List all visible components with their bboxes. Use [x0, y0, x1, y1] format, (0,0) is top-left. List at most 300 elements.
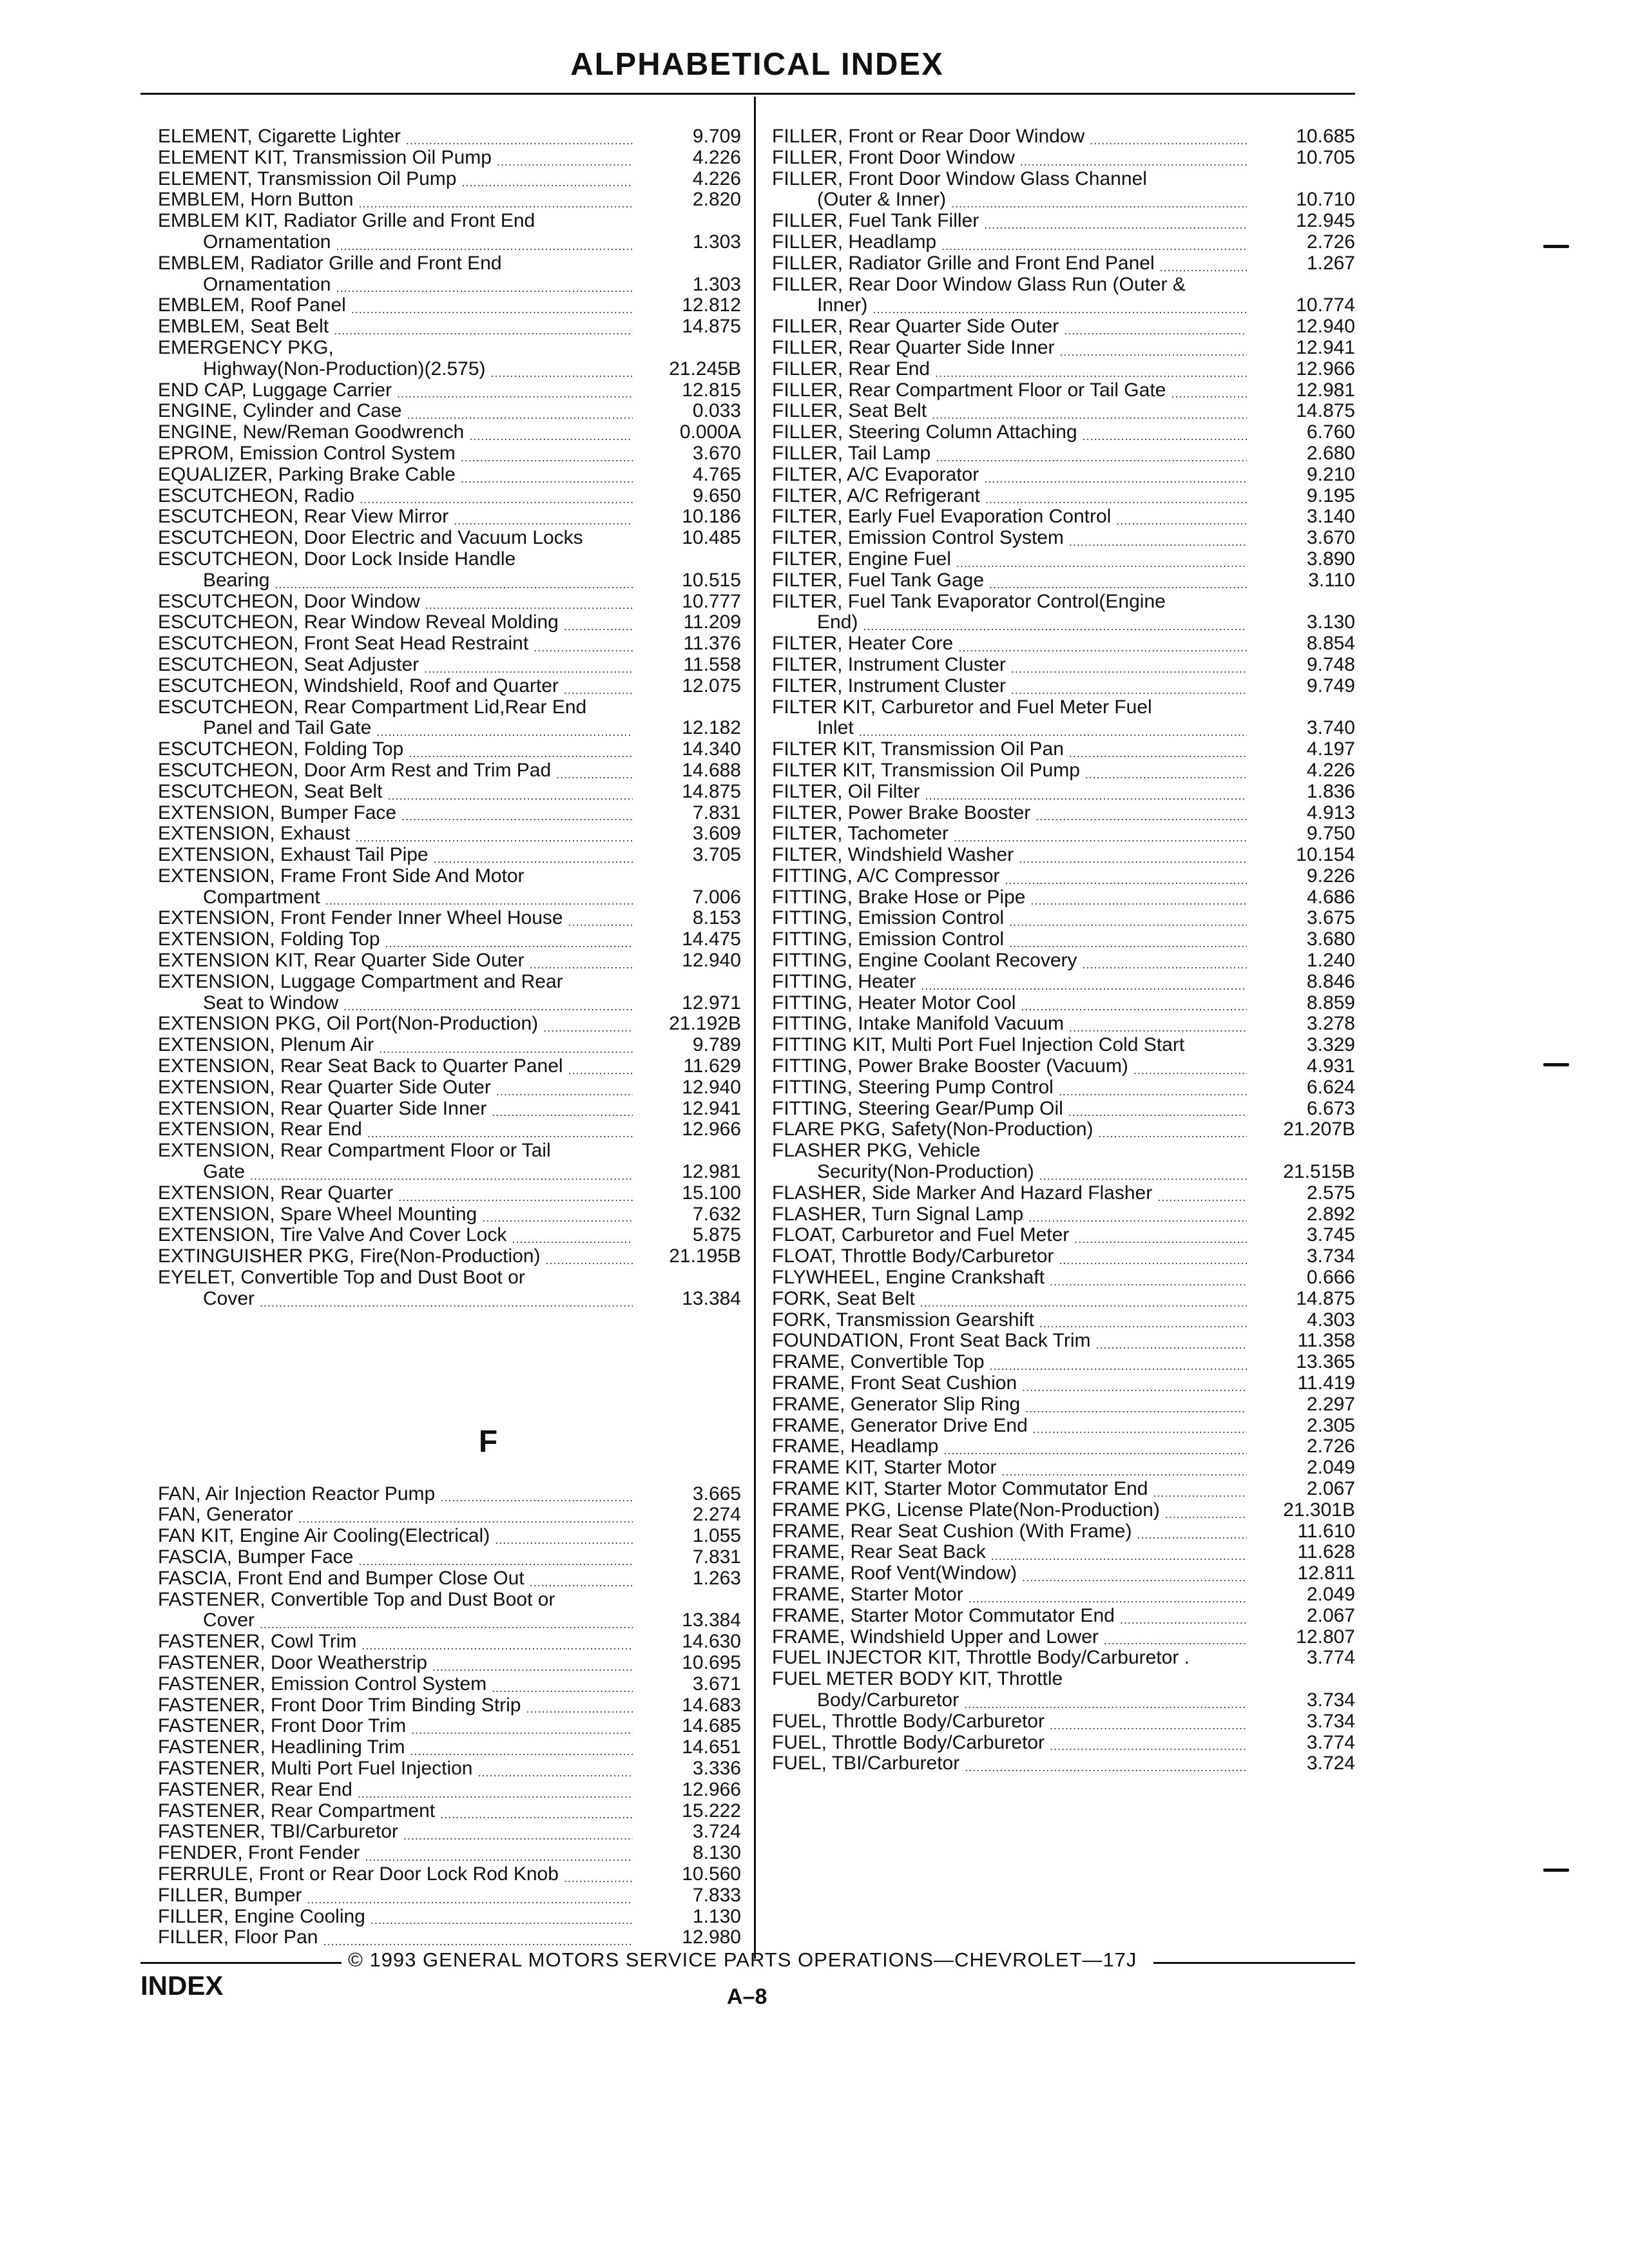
entry-text: FILTER, Emission Control System [772, 528, 1064, 549]
index-entry [158, 908, 741, 929]
index-entry [158, 1821, 741, 1843]
entry-page-ref: 3.740 [1306, 717, 1355, 739]
leader-dots [984, 211, 1247, 232]
leader-dots [936, 443, 1247, 465]
entry-page-ref: 6.673 [1306, 1097, 1355, 1119]
margin-mark [1543, 1869, 1569, 1872]
entry-text: ESCUTCHEON, Door Window [158, 591, 420, 612]
entry-page-ref: 12.966 [1296, 358, 1355, 380]
leader-dots [1171, 380, 1247, 401]
entry-page-ref: 12.075 [682, 675, 741, 697]
entry-page-ref: 11.209 [683, 611, 741, 633]
entry-text: FORK, Transmission Gearshift [772, 1309, 1034, 1331]
entry-page-ref: 10.695 [682, 1652, 741, 1673]
leader-dots [526, 1695, 633, 1716]
leader-dots [1059, 1246, 1247, 1267]
index-entry [158, 380, 741, 401]
leader-dots [1096, 1331, 1247, 1352]
entry-page-ref: 3.774 [1306, 1731, 1355, 1753]
index-entry [158, 211, 741, 232]
index-entry [158, 422, 741, 443]
index-list-e [158, 126, 741, 1310]
entry-text: FLYWHEEL, Engine Crankshaft [772, 1267, 1045, 1289]
leader-dots [361, 1631, 633, 1653]
entry-text: ESCUTCHEON, Rear Window Reveal Molding [158, 612, 559, 633]
entry-text: FASTENER, TBI/Carburetor [158, 1821, 398, 1843]
entry-text: EXTENSION, Front Fender Inner Wheel House [158, 908, 563, 929]
entry-page-ref: 15.100 [682, 1182, 741, 1204]
index-entry [158, 528, 741, 549]
entry-page-ref: 3.734 [1306, 1710, 1355, 1732]
entry-page-ref: 8.130 [692, 1842, 741, 1864]
entry-text: FERRULE, Front or Rear Door Lock Rod Knob [158, 1863, 559, 1885]
leader-dots [1069, 1014, 1247, 1035]
index-entry [772, 1394, 1355, 1416]
entry-text: FLASHER, Turn Signal Lamp [772, 1204, 1024, 1225]
entry-page-ref: 4.931 [1306, 1055, 1355, 1077]
index-entry [158, 1183, 741, 1204]
entry-text: EXTENSION, Luggage Compartment and Rear [158, 971, 563, 992]
entry-page-ref: 7.632 [692, 1203, 741, 1225]
entry-text: EXTENSION, Frame Front Side And Motor [158, 865, 525, 887]
leader-dots [956, 549, 1247, 570]
leader-dots [530, 1568, 633, 1590]
entry-text: EXTENSION, Plenum Air [158, 1035, 374, 1056]
leader-dots [482, 1204, 633, 1225]
entry-page-ref: 12.815 [682, 379, 741, 401]
leader-dots [478, 1758, 633, 1780]
leader-dots [496, 1077, 633, 1099]
leader-dots [260, 1289, 633, 1310]
entry-text: Bearing [203, 570, 270, 591]
entry-page-ref: 3.671 [692, 1673, 741, 1695]
entry-page-ref: 21.245B [669, 358, 741, 380]
index-entry [158, 1119, 741, 1140]
entry-text: EXTINGUISHER PKG, Fire(Non-Production) [158, 1246, 541, 1267]
leader-dots [1039, 1162, 1247, 1183]
index-entry [772, 528, 1355, 549]
leader-dots [991, 1542, 1247, 1563]
entry-page-ref: 9.748 [1306, 653, 1355, 675]
leader-dots [358, 1547, 633, 1568]
leader-dots [492, 1674, 633, 1695]
entry-page-ref: 6.624 [1306, 1076, 1355, 1098]
index-entry [772, 1183, 1355, 1204]
entry-text: FILTER, Fuel Tank Evaporator Control(Engine [772, 591, 1166, 612]
entry-text: EXTENSION, Rear Quarter [158, 1182, 394, 1204]
leader-dots [1011, 655, 1247, 676]
index-entry [772, 950, 1355, 972]
entry-page-ref: 10.560 [682, 1863, 741, 1885]
entry-page-ref: 9.709 [692, 126, 741, 147]
entry-text: FILTER, Engine Fuel [772, 548, 951, 570]
entry-text: FILLER, Radiator Grille and Front End Panel [772, 253, 1155, 274]
index-entry [772, 718, 1355, 739]
entry-page-ref: 15.222 [682, 1800, 741, 1821]
index-entry [772, 422, 1355, 443]
leader-dots [951, 189, 1247, 211]
entry-page-ref: 1.303 [692, 273, 741, 295]
leader-dots [454, 506, 633, 528]
leader-dots [1009, 908, 1247, 929]
entry-text: FILTER, A/C Evaporator [772, 464, 979, 485]
entry-text: FILTER KIT, Transmission Oil Pan [772, 739, 1064, 760]
entry-text: FITTING, Heater Motor Cool [772, 992, 1016, 1014]
entry-text: EMBLEM, Seat Belt [158, 316, 329, 338]
index-entry [158, 718, 741, 739]
entry-text: ESCUTCHEON, Seat Adjuster [158, 654, 419, 675]
entry-page-ref: 4.913 [1306, 802, 1355, 823]
leader-dots [298, 1504, 633, 1526]
leader-dots [1083, 950, 1247, 972]
entry-page-ref: 12.941 [1296, 336, 1355, 358]
index-entry [772, 782, 1355, 803]
entry-page-ref: 1.303 [692, 231, 741, 253]
leader-dots [954, 823, 1247, 845]
index-entry [158, 148, 741, 169]
leader-dots [323, 1927, 633, 1948]
index-entry [772, 295, 1355, 316]
left-column [158, 126, 741, 1948]
index-entry [772, 1099, 1355, 1120]
entry-text: FILLER, Bumper [158, 1885, 302, 1906]
index-entry [158, 486, 741, 507]
entry-page-ref: 14.630 [682, 1631, 741, 1653]
entry-page-ref: 10.186 [682, 506, 741, 528]
leader-dots [379, 1035, 633, 1056]
entry-page-ref: 2.680 [1306, 442, 1355, 464]
entry-page-ref: 13.384 [682, 1610, 741, 1631]
leader-dots [1050, 1267, 1247, 1289]
entry-text: Gate [203, 1162, 246, 1183]
index-entry [158, 1674, 741, 1695]
entry-page-ref: 3.734 [1306, 1245, 1355, 1267]
entry-text: EMERGENCY PKG, [158, 337, 334, 358]
entry-text: FENDER, Front Fender [158, 1843, 360, 1864]
leader-dots [1069, 739, 1247, 760]
entry-text: FILTER, A/C Refrigerant [772, 485, 980, 506]
index-entry [772, 338, 1355, 359]
entry-page-ref: 14.340 [682, 738, 741, 760]
entry-text: FILLER, Tail Lamp [772, 443, 931, 464]
entry-text: ESCUTCHEON, Radio [158, 485, 355, 506]
leader-dots [969, 1584, 1247, 1606]
entry-page-ref: 4.226 [692, 146, 741, 168]
index-entry [772, 1479, 1355, 1500]
entry-text: FASTENER, Headlining Trim [158, 1737, 405, 1758]
leader-dots [1022, 1373, 1247, 1394]
index-entry [158, 1780, 741, 1801]
leader-dots [1025, 1394, 1247, 1416]
index-entry [772, 887, 1355, 908]
entry-text: FILLER, Fuel Tank Filler [772, 211, 979, 232]
entry-text: FILLER, Rear End [772, 358, 930, 380]
leader-dots [1020, 148, 1247, 169]
entry-page-ref: 21.195B [669, 1245, 741, 1267]
index-entry [158, 803, 741, 824]
entry-page-ref: 4.226 [1306, 759, 1355, 781]
index-entry [772, 1542, 1355, 1563]
leader-dots [545, 1246, 633, 1267]
index-entry [772, 1457, 1355, 1479]
entry-text: EMBLEM KIT, Radiator Grille and Front End [158, 211, 535, 232]
entry-text: FASTENER, Front Door Trim [158, 1716, 407, 1737]
entry-page-ref: 4.226 [692, 168, 741, 189]
entry-text: ELEMENT, Cigarette Lighter [158, 126, 401, 147]
index-entry [772, 1627, 1355, 1648]
leader-dots [371, 1907, 633, 1928]
leader-dots [564, 612, 633, 633]
entry-text: FILLER, Rear Quarter Side Inner [772, 337, 1055, 358]
leader-dots [365, 1843, 633, 1864]
entry-text: Body/Carburetor [817, 1689, 959, 1711]
entry-text: (Outer & Inner) [817, 189, 947, 211]
entry-text: FILLER, Front Door Window Glass Channel [772, 168, 1147, 189]
footer-copyright: © 1993 GENERAL MOTORS SERVICE PARTS OPERATIONS—CHEVROLET—17J [348, 1948, 1137, 1971]
entry-text: FILTER KIT, Transmission Oil Pump [772, 760, 1080, 781]
entry-page-ref: 12.971 [682, 992, 741, 1014]
entry-text: FRAME PKG, License Plate(Non-Production) [772, 1499, 1160, 1521]
entry-text: FRAME, Starter Motor [772, 1584, 963, 1605]
entry-page-ref: 14.875 [1296, 1287, 1355, 1309]
page-title: ALPHABETICAL INDEX [570, 47, 944, 82]
leader-dots [941, 232, 1247, 253]
entry-text: FAN, Air Injection Reactor Pump [158, 1483, 436, 1504]
index-entry [158, 570, 741, 591]
index-entry [158, 1225, 741, 1246]
leader-dots [1074, 1225, 1247, 1246]
leader-dots [943, 1436, 1247, 1457]
index-entry [772, 1289, 1355, 1310]
index-entry [772, 1606, 1355, 1627]
index-entry [158, 845, 741, 866]
leader-dots [556, 760, 633, 782]
index-entry [158, 929, 741, 950]
index-entry [158, 232, 741, 253]
index-entry [772, 1669, 1355, 1690]
index-entry [158, 126, 741, 148]
index-entry [772, 232, 1355, 253]
entry-text: FILLER, Floor Pan [158, 1927, 318, 1948]
entry-text: FRAME, Windshield Upper and Lower [772, 1626, 1099, 1648]
entry-page-ref: 3.890 [1306, 548, 1355, 570]
entry-page-ref: 1.836 [1306, 780, 1355, 802]
entry-text: FITTING, Brake Hose or Pipe [772, 887, 1026, 908]
entry-text: FITTING, A/C Compressor [772, 865, 1000, 887]
entry-text: FILLER, Rear Compartment Floor or Tail Gate [772, 380, 1166, 401]
leader-dots [965, 1753, 1247, 1774]
entry-page-ref: 12.966 [682, 1119, 741, 1140]
entry-page-ref: 12.940 [682, 950, 741, 972]
entry-page-ref: 3.278 [1306, 1013, 1355, 1035]
index-entry [772, 1500, 1355, 1521]
entry-text: FRAME, Generator Slip Ring [772, 1394, 1021, 1415]
leader-dots [410, 1737, 633, 1758]
entry-text: FILLER, Front Door Window [772, 147, 1015, 168]
index-entry [772, 972, 1355, 993]
entry-text: FLOAT, Throttle Body/Carburetor [772, 1246, 1054, 1267]
entry-page-ref: 21.301B [1283, 1499, 1355, 1521]
leader-dots [440, 1801, 633, 1822]
footer-rule-right [1153, 1962, 1355, 1964]
entry-text: FILLER, Rear Door Window Glass Run (Outer & [772, 274, 1186, 295]
leader-dots [358, 1780, 633, 1801]
index-entry [158, 760, 741, 782]
index-entry [772, 1416, 1355, 1437]
leader-dots [1153, 1479, 1248, 1500]
entry-page-ref: 12.981 [682, 1161, 741, 1183]
index-entry [772, 1436, 1355, 1457]
index-entry [772, 1711, 1355, 1733]
leader-dots [1060, 338, 1247, 359]
entry-text: FRAME, Starter Motor Commutator End [772, 1605, 1115, 1626]
margin-mark [1543, 245, 1569, 248]
index-entry [772, 486, 1355, 507]
index-entry [158, 1014, 741, 1035]
index-entry [158, 782, 741, 803]
leader-dots [385, 929, 633, 950]
entry-text: ENGINE, Cylinder and Case [158, 401, 402, 422]
entry-text: FILTER, Instrument Cluster [772, 675, 1006, 697]
leader-dots [409, 739, 633, 760]
leader-dots [1157, 1183, 1247, 1204]
entry-page-ref: 12.812 [682, 294, 741, 316]
entry-text: FILTER, Windshield Washer [772, 845, 1014, 866]
leader-dots [403, 1821, 633, 1843]
leader-dots [1099, 1119, 1247, 1140]
leader-dots [921, 972, 1247, 993]
leader-dots [1069, 528, 1247, 549]
leader-dots [984, 465, 1247, 486]
index-entry [158, 612, 741, 633]
entry-text: FASTENER, Rear Compartment [158, 1800, 436, 1821]
index-entry [158, 1162, 741, 1183]
entry-text: EXTENSION, Rear Compartment Floor or Tail [158, 1140, 551, 1162]
entry-text: EMBLEM, Horn Button [158, 189, 354, 211]
entry-page-ref: 9.750 [1306, 823, 1355, 845]
index-entry [772, 126, 1355, 148]
index-entry [158, 972, 741, 993]
entry-page-ref: 7.831 [692, 802, 741, 823]
leader-dots [336, 274, 633, 296]
entry-text: EXTENSION, Rear Seat Back to Quarter Panel [158, 1056, 563, 1077]
entry-text: EXTENSION, Exhaust [158, 823, 351, 845]
index-entry [772, 1733, 1355, 1754]
index-entry [772, 612, 1355, 633]
leader-dots [564, 1864, 633, 1885]
entry-page-ref: 14.683 [682, 1694, 741, 1716]
leader-dots [1137, 1521, 1247, 1542]
index-entry [158, 655, 741, 676]
entry-page-ref: 9.749 [1306, 675, 1355, 697]
index-entry [158, 295, 741, 316]
entry-text: FILLER, Seat Belt [772, 401, 927, 422]
entry-text: FRAME, Convertible Top [772, 1352, 985, 1373]
leader-dots [1009, 929, 1247, 950]
index-entry [772, 697, 1355, 718]
leader-dots [925, 782, 1247, 803]
leader-dots [1116, 506, 1247, 528]
entry-page-ref: 14.685 [682, 1715, 741, 1737]
index-entry [158, 1035, 741, 1056]
entry-text: EXTENSION PKG, Oil Port(Non-Production) [158, 1014, 539, 1035]
footer-rule-left [140, 1962, 342, 1964]
index-entry [772, 803, 1355, 824]
entry-page-ref: 14.875 [682, 780, 741, 802]
entry-page-ref: 3.680 [1306, 928, 1355, 950]
entry-text: FILTER, Tachometer [772, 823, 949, 845]
index-entry [158, 506, 741, 528]
entry-text: EXTENSION, Spare Wheel Mounting [158, 1204, 477, 1225]
index-entry [158, 1927, 741, 1948]
entry-text: ELEMENT KIT, Transmission Oil Pump [158, 147, 492, 168]
index-entry [772, 1521, 1355, 1542]
entry-text: FRAME, Rear Seat Back [772, 1542, 986, 1563]
index-entry [158, 1568, 741, 1590]
index-entry [772, 549, 1355, 570]
entry-page-ref: 3.675 [1306, 907, 1355, 929]
entry-text: FASTENER, Front Door Trim Binding Strip [158, 1695, 521, 1716]
entry-text: FASTENER, Cowl Trim [158, 1631, 357, 1653]
entry-page-ref: 8.846 [1306, 970, 1355, 992]
leader-dots [1120, 1606, 1247, 1627]
index-entry [158, 1631, 741, 1653]
entry-text: FUEL METER BODY KIT, Throttle [772, 1669, 1063, 1690]
entry-text: EMBLEM, Roof Panel [158, 295, 346, 316]
entry-page-ref: 14.475 [682, 928, 741, 950]
entry-page-ref: 12.807 [1296, 1626, 1355, 1648]
leader-dots [1036, 803, 1247, 824]
entry-page-ref: 2.067 [1306, 1604, 1355, 1626]
leader-dots [492, 1099, 633, 1120]
index-entry [158, 1590, 741, 1611]
entry-text: FUEL, Throttle Body/Carburetor [772, 1732, 1045, 1753]
entry-text: FRAME, Rear Seat Cushion (With Frame) [772, 1521, 1132, 1542]
entry-page-ref: 2.049 [1306, 1457, 1355, 1479]
leader-dots [1090, 126, 1247, 148]
entry-text: FILTER, Early Fuel Evaporation Control [772, 506, 1112, 528]
entry-page-ref: 1.240 [1306, 950, 1355, 972]
entry-page-ref: 6.760 [1306, 421, 1355, 443]
entry-text: FASCIA, Front End and Bumper Close Out [158, 1568, 525, 1589]
entry-text: Cover [203, 1610, 255, 1631]
leader-dots [1160, 253, 1247, 274]
entry-page-ref: 11.628 [1297, 1541, 1355, 1563]
index-entry [158, 1653, 741, 1674]
entry-text: EXTENSION, Folding Top [158, 929, 380, 950]
page-number: A–8 [727, 1984, 767, 2009]
right-column [772, 126, 1355, 1774]
entry-page-ref: 3.734 [1306, 1689, 1355, 1711]
entry-text: FUEL, TBI/Carburetor [772, 1753, 960, 1774]
entry-page-ref: 13.365 [1296, 1351, 1355, 1373]
leader-dots [401, 803, 633, 824]
leader-dots [1039, 1310, 1247, 1331]
index-entry [772, 655, 1355, 676]
index-entry [158, 1716, 741, 1737]
index-entry [158, 1843, 741, 1864]
index-entry [158, 169, 741, 190]
index-entry [158, 274, 741, 296]
entry-text: FAN KIT, Engine Air Cooling(Electrical) [158, 1526, 490, 1547]
index-entry [772, 1267, 1355, 1289]
entry-page-ref: 2.726 [1306, 1436, 1355, 1457]
entry-page-ref: 3.705 [692, 844, 741, 866]
index-entry [158, 1077, 741, 1099]
entry-page-ref: 3.336 [692, 1757, 741, 1779]
leader-dots [985, 486, 1247, 507]
entry-text: FAN, Generator [158, 1504, 294, 1526]
